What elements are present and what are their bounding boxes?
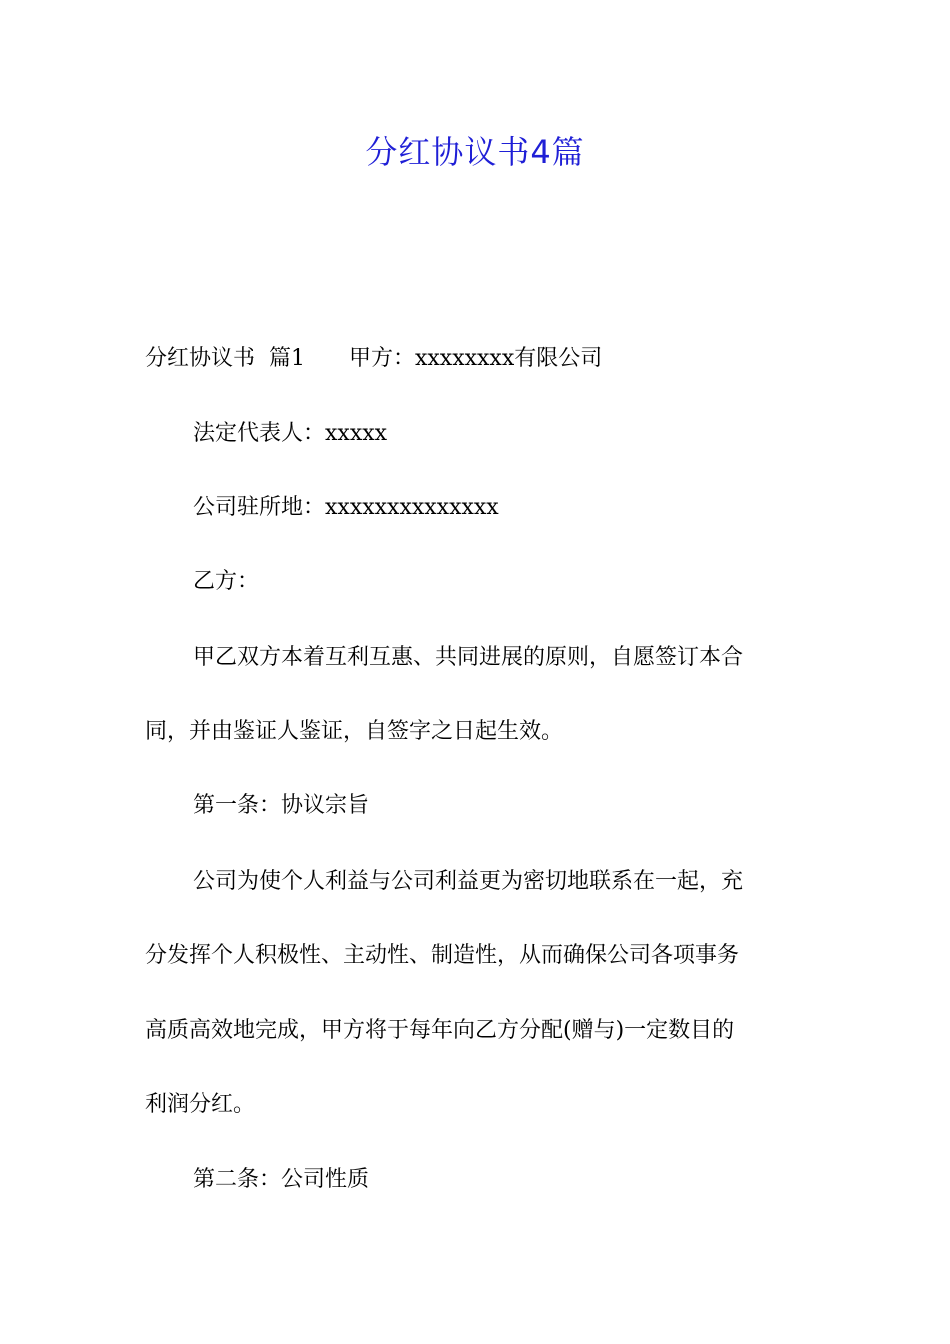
document-title: 分红协议书4篇	[365, 133, 585, 171]
article-2-heading: 第二条：公司性质	[193, 1167, 370, 1192]
paragraph-line: 甲乙双方本着互利互惠、共同进展的原则，自愿签订本合	[193, 645, 744, 670]
paragraph-line: 利润分红。	[145, 1092, 256, 1117]
paragraph-line: 分发挥个人积极性、主动性、制造性，从而确保公司各项事务	[145, 943, 740, 968]
paragraph-line: 公司为使个人利益与公司利益更为密切地联系在一起，充	[193, 869, 744, 894]
article-1-heading: 第一条：协议宗旨	[193, 793, 370, 818]
party-a-line: 甲方：xxxxxxxx有限公司	[348, 346, 603, 371]
company-address-line: 公司驻所地：xxxxxxxxxxxxxx	[193, 495, 499, 520]
party-b-line: 乙方：	[193, 569, 260, 594]
legal-representative-line: 法定代表人：xxxxx	[193, 421, 388, 446]
section-heading: 分红协议书 篇1	[145, 346, 305, 371]
paragraph-line: 高质高效地完成，甲方将于每年向乙方分配(赠与)一定数目的	[145, 1018, 735, 1043]
section-heading-line	[145, 343, 602, 375]
paragraph-line: 同，并由鉴证人鉴证，自签字之日起生效。	[145, 719, 564, 744]
